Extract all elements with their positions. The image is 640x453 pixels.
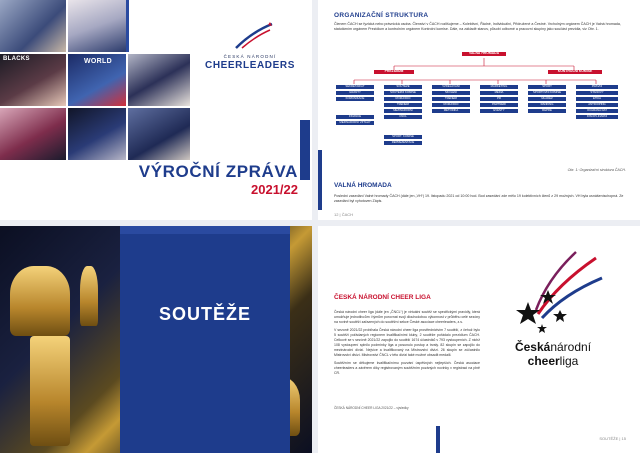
section-intro: Členem ČACH se fyzická nebo právnická osoba. Členství v ČACH rozlišujeme – Kolektivní, Řádné, Individuální, Přidružené a Čestné. Vrcholným orgánem ČACH je Valná hromada, statutárním orgánem Prezidium a kontrolním orgánem Kontrolní komise. Dále, na základě stanov, působí odborné a pracovní skupiny jako součást prezidia, viz Obr. 1. — [334, 22, 621, 31]
logo-line-1 — [498, 340, 608, 354]
org-node: PRÁVNÍ — [576, 85, 618, 89]
node-prezidium: PREZIDIUM — [374, 70, 414, 74]
org-node: EVENTY — [480, 109, 518, 113]
org-node: REPREZENTACE — [384, 141, 422, 145]
node-valna-hromada: VALNÁ HROMADA — [462, 52, 506, 56]
logo-title: CHEERLEADERS — [205, 60, 295, 71]
report-title: VÝROČNÍ ZPRÁVA — [138, 162, 298, 181]
paragraph: Soutěžním se děkujeme kvalifikačnímu pozvání úspěšných nejlepších. Česká asociace cheerleaders a závěrem díky registrovaným soutěžním pozáných novinky v registraci na plně CR. — [334, 361, 480, 375]
page-folio: ČESKÁ NÁRODNÍ CHEER LIGA 2021/22 – výsledky — [334, 406, 409, 410]
logo-word: cheer — [527, 354, 560, 368]
cncl-logo — [498, 244, 608, 384]
photo-tag: WORLD — [84, 58, 112, 65]
org-node: SPORTOVNÍ KOMISE — [528, 91, 566, 95]
org-node: MLÁDEŽ — [528, 97, 566, 101]
org-node: OCHRANA DAT — [576, 109, 618, 113]
section-title-panel — [120, 226, 290, 453]
report-year: 2021/22 — [251, 182, 298, 197]
accent-bar — [300, 120, 310, 180]
section-body — [334, 310, 480, 376]
section-heading: VALNÁ HROMADA — [334, 182, 392, 189]
cheer-photo — [128, 54, 190, 106]
cheer-photo — [128, 108, 190, 160]
cover-page — [0, 0, 312, 220]
org-node: SPORT. KOMISE — [384, 135, 422, 139]
figure-caption: Obr. 1: Organizační struktura ČACH. — [567, 168, 626, 172]
org-chart — [334, 50, 630, 160]
accent-bar — [318, 150, 322, 210]
org-node: PARTNEŘI — [480, 103, 518, 107]
org-node: ANTIDOPING — [576, 103, 618, 107]
node-kontrolni-komise: KONTROLNÍ KOMISE — [548, 70, 602, 74]
org-node: ETIKA — [576, 97, 618, 101]
logo-line-2 — [498, 354, 608, 368]
org-node: REPRE — [528, 109, 566, 113]
accent-bar — [436, 426, 440, 453]
org-node: SOUTĚŽNÍ KOMISE — [384, 91, 422, 95]
page-folio: 12 | ČACH — [334, 212, 354, 217]
org-node: ROZHODČÍ — [384, 97, 422, 101]
section-heading: ČESKÁ NÁRODNÍ CHEER LIGA — [334, 294, 431, 301]
trophy-image — [10, 266, 70, 336]
logo-word: národní — [550, 340, 592, 354]
org-node: SOUTĚŽE — [384, 85, 422, 89]
org-node: TRENÉŘI — [432, 97, 470, 101]
org-node: DISCIPLINÁRNÍ — [576, 115, 618, 119]
org-structure-page — [318, 0, 640, 220]
trophy-image — [30, 336, 70, 446]
accent-strip — [120, 226, 290, 234]
paragraph: Česká národní cheer liga (dále jen „ČNCL“) je virtuální soutěž se specifickými pravidly, která umožňuje jednotlivcům i týmům porovnat svoji dlouhodobou výkonnost v průběhu celé sezóny na rovině soutěží zařazených do soutěžní sekce České asociace cheerleaders, z.s. — [334, 310, 480, 324]
org-node: MEZINÁRODNÍ — [384, 109, 422, 113]
org-node: METODIKA — [432, 109, 470, 113]
section-text: Poslední zasedání Valné hromady ČACH (dále jen „VH“) 19. listopadu 2021 od 10:00 hod. Bod zasedání zde mělo 19 kolektivních členů z 29 možných. VH byla usnášeníschopná. Ze zasedání byl vyhotoven Zápis. — [334, 194, 624, 203]
soutez-divider-page — [0, 226, 312, 453]
cach-logo — [200, 22, 300, 82]
org-node: SPORT — [528, 85, 566, 89]
section-heading: ORGANIZAČNÍ STRUKTURA — [334, 12, 429, 19]
cheer-photo — [0, 54, 66, 106]
org-node: RANKING — [528, 103, 566, 107]
cheer-photo — [68, 0, 126, 52]
swoosh-icon — [234, 22, 274, 50]
org-node: KOMUNIKACE — [336, 97, 374, 101]
org-node: TRENÉŘI — [384, 103, 422, 107]
org-node: ROZHODČÍ — [432, 103, 470, 107]
paragraph: V sezoně 2021/22 probíhala Česká národní cheer liga prostřednictvím 7 soutěží, z čehož bylo 5 soutěží pořádaných regionem kvalifikačními kluby, 2 soutěže pořádalo prezidium ČACH. Celkově se v sezóně 2021/22 zapojilo do soutěží 1674 účastníků v 793 vystoupeních. Z nichž 108 vystoupení splnilo podmínky liga a posunulo postup a trvaly. 82 skupin se zapojilo do mezinárodní divizí. Nejvíce a kvalifikovaný na Mistrovství divizí. 26 skupin se zúčastnilo Mistrovství divizí. Mistrovství ČNCL v této divizi také možné obsadit medaili. — [334, 328, 480, 357]
cncl-page — [318, 226, 640, 453]
logo-subtitle: ČESKÁ NÁRODNÍ — [223, 54, 277, 59]
org-node: MARKETING — [480, 85, 518, 89]
org-node: ŠKOLENÍ — [432, 91, 470, 95]
page-footer: SOUTĚŽE | 15 — [599, 436, 626, 441]
org-node: GRANTY — [336, 91, 374, 95]
org-node: MEZINÁRODNÍ VZTAHY — [336, 121, 374, 125]
org-node: FINANCE — [336, 115, 374, 119]
org-node: SEKRETARIÁT — [336, 85, 374, 89]
shooting-stars-icon — [498, 244, 608, 340]
trophy-image — [80, 266, 98, 326]
logo-word: liga — [559, 354, 579, 368]
org-node: MEDIA — [480, 91, 518, 95]
cheer-photo — [0, 108, 66, 160]
cheer-photo — [0, 0, 66, 52]
section-title: SOUTĚŽE — [158, 304, 251, 324]
cheer-photo — [68, 54, 126, 106]
org-node: PR — [480, 97, 518, 101]
org-node: STANOVY — [576, 91, 618, 95]
cheer-photo — [68, 108, 126, 160]
accent-line — [126, 0, 129, 52]
org-node: ČNCL — [384, 115, 422, 119]
logo-word: Česká — [514, 340, 551, 354]
org-node: VZDĚLÁVÁNÍ — [432, 85, 470, 89]
photo-grid — [0, 0, 190, 160]
photo-tag: BLACKS — [3, 56, 30, 62]
